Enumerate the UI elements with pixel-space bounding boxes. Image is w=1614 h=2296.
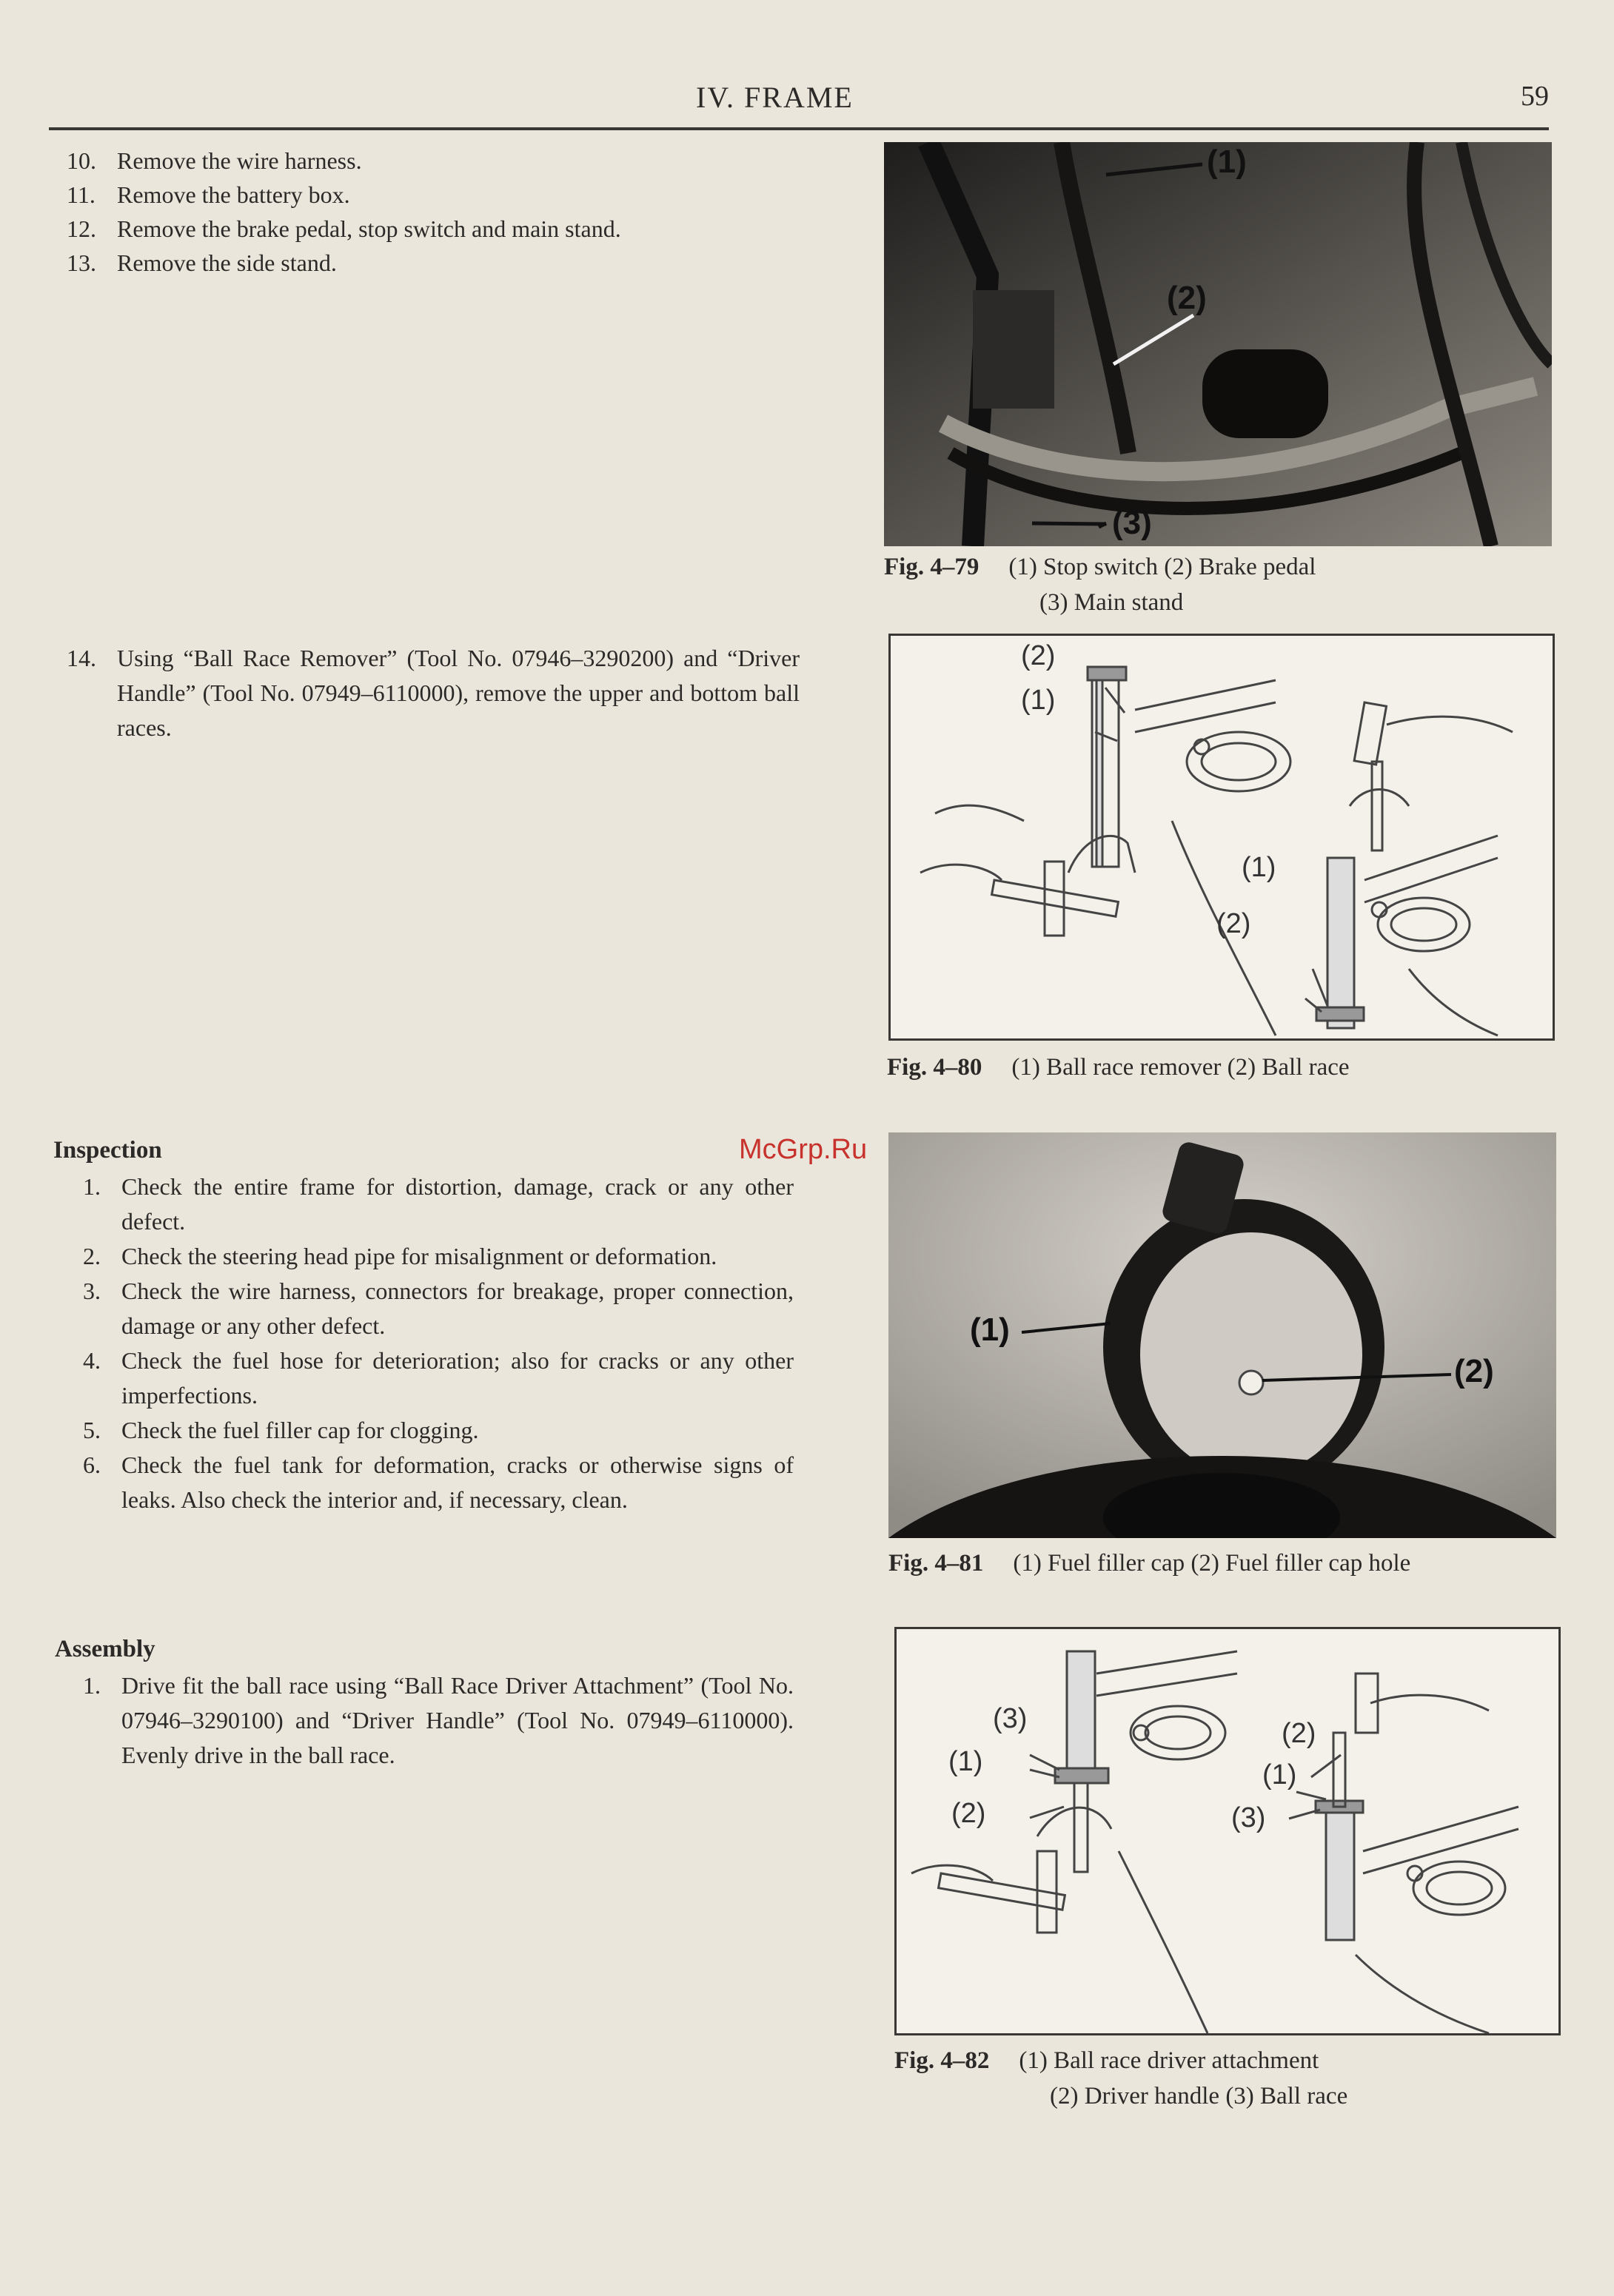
fig82-label: Fig. 4–82 [894, 2047, 990, 2074]
fig80-callout-2-bottom: (2) [1216, 908, 1251, 939]
step-14: 14. Using “Ball Race Remover” (Tool No. 07946–3290200) and “Driver Handle” (Tool No. 07949–6110000), remove the upper and bottom ball races. [67, 645, 800, 741]
fig82-callout-3-left: (3) [993, 1703, 1028, 1734]
fig80-label: Fig. 4–80 [887, 1054, 982, 1081]
assembly-list [83, 1668, 794, 1773]
list-item: 11. Remove the battery box. [67, 181, 350, 208]
fig80-callout-1-bottom: (1) [1242, 852, 1276, 883]
fig82-callout-2-right: (2) [1282, 1718, 1316, 1749]
fig81-label: Fig. 4–81 [888, 1550, 984, 1577]
fig79-photo [884, 142, 1552, 546]
watermark-text: McGrp.Ru [739, 1134, 868, 1165]
ball-race-remover-drawing [891, 636, 1553, 1038]
fig80-callout-2-top: (2) [1021, 640, 1056, 671]
inspection-heading: Inspection [53, 1137, 162, 1164]
list-item: 13. Remove the side stand. [67, 249, 337, 276]
list-item: 3. Check the wire harness, connectors for breakage, proper connection, damage or any other defect. [83, 1278, 794, 1339]
fig80-drawing [888, 634, 1555, 1041]
fig79-caption: Fig. 4–79 (1) Stop switch (2) Brake pedal [884, 549, 1316, 585]
list-item: 2. Check the steering head pipe for misalignment or deformation. [83, 1243, 717, 1269]
fig79-caption-line2: (3) Main stand [1039, 589, 1184, 616]
list-item: 1. Drive fit the ball race using “Ball Race Driver Attachment” (Tool No. 07946–3290100) and “Driver Handle” (Tool No. 07949–6110000). Evenly drive in the ball race. [83, 1672, 794, 1768]
fig80-caption: Fig. 4–80 (1) Ball race remover (2) Ball race [887, 1050, 1350, 1085]
list-item: 1. Check the entire frame for distortion, damage, crack or any other defect. [83, 1173, 794, 1235]
fig81-caption: Fig. 4–81 (1) Fuel filler cap (2) Fuel filler cap hole [888, 1545, 1410, 1581]
list-item: 4. Check the fuel hose for deterioration; also for cracks or any other imperfections. [83, 1347, 794, 1409]
motorcycle-frame-image [884, 142, 1552, 546]
section-title: IV. FRAME [696, 81, 854, 114]
fig79-callout-1: (1) [1207, 144, 1247, 180]
header-divider [49, 127, 1549, 130]
fig79-callout-2: (2) [1167, 280, 1207, 316]
fig82-callout-1-left: (1) [948, 1746, 983, 1777]
fig81-photo [888, 1132, 1556, 1538]
fig81-callout-2: (2) [1454, 1353, 1494, 1389]
fig82-callout-1-right: (1) [1262, 1759, 1297, 1790]
fig79-callout-3: (3) [1112, 505, 1152, 541]
fig79-label: Fig. 4–79 [884, 554, 980, 580]
fig82-callout-2-left: (2) [951, 1798, 986, 1829]
removal-steps [67, 144, 844, 280]
list-item: 10. Remove the wire harness. [67, 147, 362, 174]
list-item: 6. Check the fuel tank for deformation, cracks or otherwise signs of leaks. Also check the interior and, if necessary, clean. [83, 1451, 794, 1513]
fig82-callout-3-right: (3) [1231, 1802, 1266, 1833]
fig82-drawing [894, 1627, 1561, 2035]
list-item: 12. Remove the brake pedal, stop switch and main stand. [67, 215, 621, 242]
fig82-caption: Fig. 4–82 (1) Ball race driver attachment [894, 2043, 1319, 2078]
assembly-heading: Assembly [55, 1636, 155, 1662]
inspection-list [83, 1169, 794, 1517]
fig82-caption-line2: (2) Driver handle (3) Ball race [1050, 2083, 1348, 2109]
list-item: 5. Check the fuel filler cap for clogging. [83, 1417, 479, 1443]
page-number: 59 [1521, 81, 1549, 112]
ball-race-driver-drawing [897, 1629, 1558, 2033]
fig80-callout-1-top: (1) [1021, 685, 1056, 716]
fig81-callout-1: (1) [970, 1312, 1010, 1348]
